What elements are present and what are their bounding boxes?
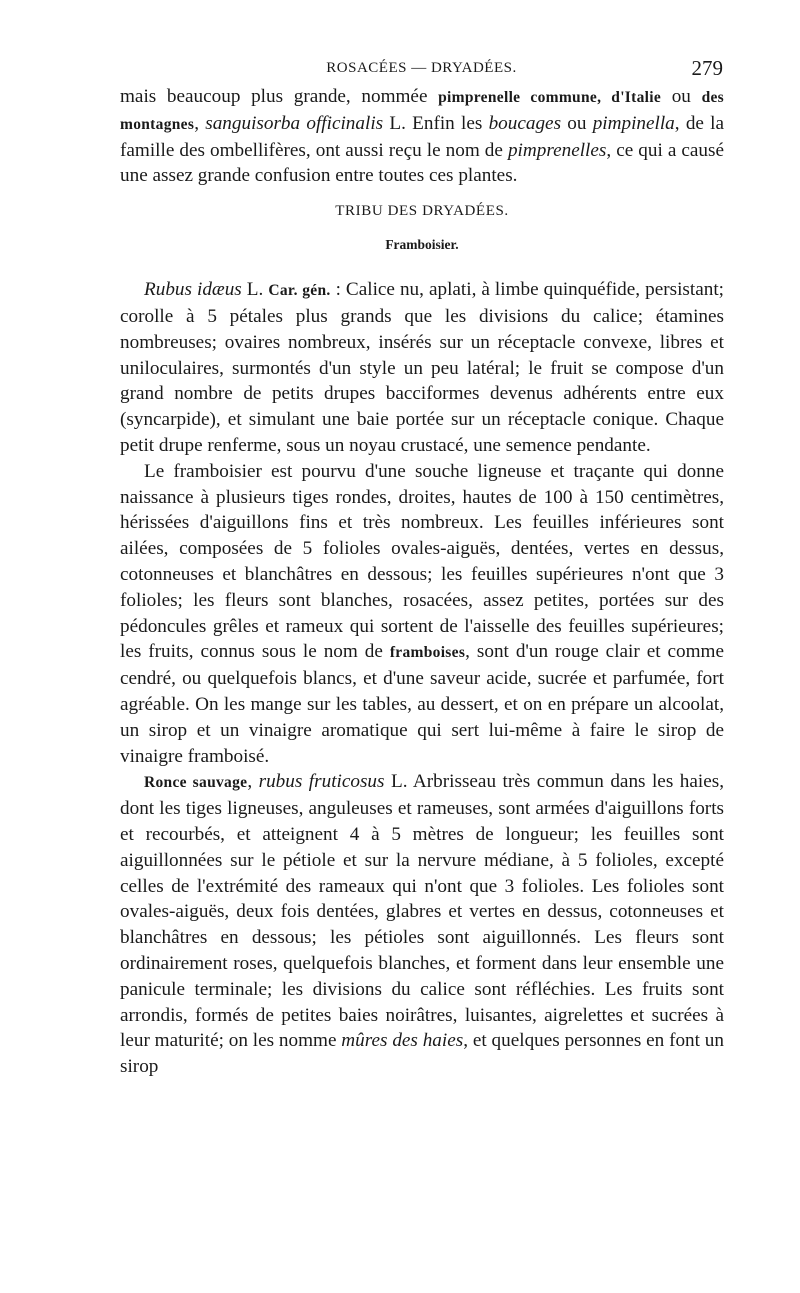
paragraph-characters (120, 277, 724, 459)
text-run: , et quelques personnes en font un sirop (120, 1030, 724, 1078)
italic-term: rubus fruticosus (258, 771, 385, 793)
italic-term: mûres des haies (341, 1030, 464, 1052)
bold-term: pimprenelle commune, d'Italie (438, 89, 662, 106)
text-run: , de la famille des ombellifères, ont aussi reçu le nom de (120, 112, 725, 161)
text-run: , (247, 771, 259, 793)
body-text (120, 84, 724, 1080)
bold-term: framboises (389, 644, 466, 662)
running-title: ROSACÉES — DRYADÉES. (326, 60, 517, 76)
italic-term: pimpinella (592, 112, 675, 134)
text-run: Le framboisier est pourvu d'une souche ligneuse et traçante qui donne naissance à plusieurs tiges rondes, droites, hautes de 100 à 150 centimètres, hérissées d'aiguillons fins et très nombreux. Les feuilles inférieures sont ailées, composées de 5 folioles ovales-aiguës, dentées, vertes en dessus, cotonneuses et blanchâtres en dessous; les feuilles supérieures n'ont que 3 folioles; les fleurs sont blanches, rosacées, assez petites, portées sur des pédoncules grêles et rameux qui sortent de l'aisselle des feuilles supérieures; les fruits, connus sous le nom de (120, 460, 724, 663)
text-run: , sont d'un rouge clair et comme cendré, ou quelquefois blancs, et d'une saveur acide, sucrée et parfumée, fort agréable. On les mange sur les tables, au dessert, et on en prépare un alcoolat, un sirop et un vinaigre aromatique qui sert lui-même à faire le sirop de vinaigre framboisé. (120, 641, 724, 767)
text-run: mais beaucoup plus grande, nommée (120, 86, 439, 107)
bold-term: Car. gén. (268, 282, 331, 300)
text-run: , (194, 112, 206, 134)
text-run: L. Arbrisseau très commun dans les haies, dont les tiges ligneuses, anguleuses et rameuses, sont armées d'aiguillons forts et recourbés, et atteignent 4 à 5 mètres de longueur; les feuilles sont aiguillonnées sur le pétiole et sur la nervure médiane, à 5 folioles, excepté celles de l'extrémité des rameaux qui n'ont que 3 folioles. Les folioles sont ovales-aiguës, deux fois dentées, glabres et vertes en dessus, cotonneuses et blanchâtres en dessous; les pétioles sont aiguillonnés. Les fleurs sont ordinairement roses, quelquefois blanches, et forment dans leur ensemble une panicule terminale; les divisions du calice sont réfléchies. Les fruits sont arrondis, formés de petites baies noirâtres, luisantes, aigrelettes et sucrées à leur maturité; on les nomme (120, 771, 724, 1052)
subsection-heading: Framboisier. (385, 237, 459, 253)
page-header (120, 56, 723, 82)
text-run: : Calice nu, aplati, à limbe quinquéfide, persistant; corolle à 5 pétales plus grands que les divisions du calice; étamines nombreuses; ovaires nombreux, insérés sur un réceptacle convexe, libres et uniloculaires, surmontés d'un style un peu latéral; le fruit se compose d'un grand nombre de petits drupes bacciformes devenus adhérents entre eux (syncarpide), et simulant une baie portée sur un réceptacle conique. Chaque petit drupe renferme, sous un noyau crustacé, une semence pendante. (120, 279, 724, 456)
page-number: 279 (691, 56, 723, 80)
text-run: L. Enfin les (383, 112, 489, 134)
bold-term: Ronce sauvage (144, 774, 248, 792)
italic-term: pimprenelles (507, 139, 607, 161)
italic-term: sanguisorba officinalis (205, 112, 384, 134)
paragraph-description (120, 459, 724, 770)
paragraph-continuation (120, 84, 724, 189)
text-run: , ce qui a causé une assez grande confusion entre toutes ces plantes. (120, 139, 724, 187)
text-run: ou (661, 86, 702, 107)
italic-term: Rubus idæus (144, 279, 242, 301)
section-heading: TRIBU DES DRYADÉES. (335, 203, 509, 220)
italic-term: boucages (488, 112, 562, 134)
text-run: ou (561, 112, 593, 134)
bold-term: des montagnes (120, 89, 724, 133)
paragraph-ronce (120, 769, 724, 1080)
text-run: L. (241, 279, 269, 301)
